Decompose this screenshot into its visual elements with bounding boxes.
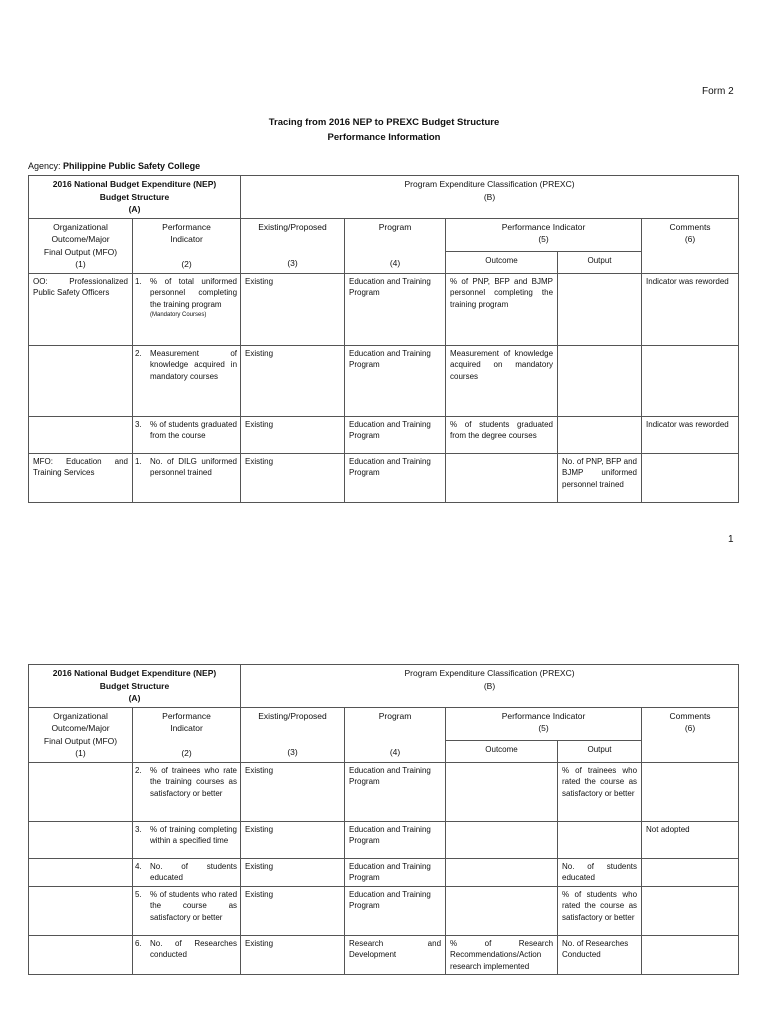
agency-line: [28, 161, 200, 171]
org-outcome-cell: [29, 762, 133, 821]
nep-title: 2016 National Budget Expenditure (NEP): [52, 668, 217, 678]
col-performance-indicator-header: [446, 707, 642, 741]
col-indicator-header: [133, 707, 241, 762]
status-cell: Existing: [241, 273, 345, 345]
table-row: [29, 762, 739, 821]
program-cell: Education and Training Program: [345, 858, 446, 886]
table-row: [29, 273, 739, 345]
agency-label: Agency:: [28, 161, 61, 171]
prexc-title: Program Expenditure Classification (PREXC): [404, 668, 575, 678]
page-number: 1: [728, 534, 734, 545]
org-outcome-cell: [29, 886, 133, 935]
indicator-number: 6.: [135, 938, 142, 948]
status-cell: Existing: [241, 762, 345, 821]
org-outcome-cell: MFO: Education and Training Services: [29, 453, 133, 502]
org-outcome-cell: [29, 416, 133, 453]
col-indicator-line-1: Performance: [162, 710, 211, 721]
indicator-cell: [133, 886, 241, 935]
comments-cell: Not adopted: [642, 821, 739, 858]
budget-table-page-2: [28, 664, 739, 975]
nep-subtitle: Budget Structure: [99, 191, 170, 202]
output-cell: [558, 273, 642, 345]
nep-title: 2016 National Budget Expenditure (NEP): [52, 179, 217, 189]
comments-cell: Indicator was reworded: [642, 273, 739, 345]
output-cell: % of trainees who rated the course as satisfactory or better: [558, 762, 642, 821]
indicator-number: 1.: [135, 276, 142, 286]
status-cell: Existing: [241, 858, 345, 886]
outcome-cell: % of students graduated from the degree courses: [446, 416, 558, 453]
nep-code: (A): [128, 693, 141, 703]
outcome-cell: [446, 762, 558, 821]
outcome-cell: % of Research Recommendations/Action research implemented: [446, 935, 558, 975]
indicator-text: No. of DILG uniformed personnel trained: [150, 456, 238, 478]
col-indicator-num: (2): [181, 258, 192, 269]
title-line-2: Performance Information: [327, 132, 441, 143]
col-comments-label: Comments: [669, 221, 711, 232]
indicator-number: 2.: [135, 765, 142, 775]
col-org-line-2: Outcome/Major: [51, 723, 110, 733]
outcome-cell: Measurement of knowledge acquired on mandatory courses: [446, 345, 558, 416]
col-comments-label: Comments: [669, 710, 711, 721]
program-cell: Education and Training Program: [345, 821, 446, 858]
comments-cell: [642, 886, 739, 935]
table-row: [29, 886, 739, 935]
col-performance-indicator-num: (5): [538, 723, 549, 733]
col-org-line-3: Final Output (MFO): [43, 246, 118, 257]
indicator-text: No. of Researches conducted: [150, 938, 238, 960]
status-cell: Existing: [241, 416, 345, 453]
indicator-number: 3.: [135, 824, 142, 834]
indicator-cell: [133, 762, 241, 821]
col-comments-num: (6): [684, 234, 696, 244]
col-performance-indicator-label: Performance Indicator: [501, 710, 586, 721]
col-indicator-header: [133, 218, 241, 273]
col-program-header: [345, 218, 446, 273]
col-performance-indicator-label: Performance Indicator: [501, 221, 586, 232]
status-cell: Existing: [241, 821, 345, 858]
prexc-code: (B): [483, 680, 496, 691]
table-row: [29, 821, 739, 858]
comments-cell: [642, 345, 739, 416]
col-status-label: Existing/Proposed: [258, 710, 327, 721]
nep-code: (A): [128, 204, 141, 214]
org-outcome-cell: OO: Professionalized Public Safety Officers: [29, 273, 133, 345]
col-status-header: [241, 218, 345, 273]
col-org-header: [29, 218, 133, 273]
outcome-cell: % of PNP, BFP and BJMP personnel completing the training program: [446, 273, 558, 345]
col-program-header: [345, 707, 446, 762]
nep-header: [29, 665, 241, 708]
col-performance-indicator-header: [446, 218, 642, 252]
col-org-line-1: Organizational: [53, 221, 108, 232]
col-program-label: Program: [378, 221, 412, 232]
col-outcome-header: Outcome: [446, 741, 558, 762]
program-cell: Education and Training Program: [345, 273, 446, 345]
table-1-body: [29, 273, 739, 502]
table-row: [29, 345, 739, 416]
col-status-header: [241, 707, 345, 762]
indicator-text: % of total uniformed personnel completing the training program: [150, 276, 238, 309]
col-comments-header: [642, 707, 739, 762]
indicator-text: No. of students educated: [150, 861, 238, 883]
comments-cell: [642, 935, 739, 975]
col-org-line-3: Final Output (MFO): [43, 735, 118, 746]
col-program-num: (4): [389, 747, 401, 757]
outcome-cell: [446, 858, 558, 886]
indicator-note: (Mandatory Courses): [150, 312, 207, 319]
indicator-number: 1.: [135, 456, 142, 466]
table-1-header: [29, 176, 739, 274]
col-output-header: Output: [558, 741, 642, 762]
table-row: [29, 416, 739, 453]
comments-cell: [642, 858, 739, 886]
col-output-header: Output: [558, 252, 642, 273]
program-cell: Research and Development: [345, 935, 446, 975]
output-cell: No. of PNP, BFP and BJMP uniformed personnel trained: [558, 453, 642, 502]
status-cell: Existing: [241, 453, 345, 502]
prexc-code: (B): [483, 191, 496, 202]
table-2-header: [29, 665, 739, 763]
prexc-header: [241, 665, 739, 708]
indicator-cell: [133, 858, 241, 886]
program-cell: Education and Training Program: [345, 762, 446, 821]
col-comments-num: (6): [684, 723, 696, 733]
col-status-num: (3): [287, 747, 298, 757]
indicator-text: Measurement of knowledge acquired in mandatory courses: [150, 348, 238, 381]
title-line-1: Tracing from 2016 NEP to PREXC Budget Structure: [268, 117, 500, 128]
budget-table-page-1: [28, 175, 739, 503]
org-outcome-cell: [29, 935, 133, 975]
nep-subtitle: Budget Structure: [99, 680, 170, 691]
indicator-number: 3.: [135, 419, 142, 429]
org-outcome-cell: [29, 821, 133, 858]
col-org-num: (1): [75, 748, 86, 758]
agency-name: Philippine Public Safety College: [63, 161, 201, 171]
col-program-num: (4): [389, 258, 401, 268]
output-cell: [558, 345, 642, 416]
outcome-cell: [446, 886, 558, 935]
document-title: [0, 115, 768, 145]
output-cell: % of students who rated the course as satisfactory or better: [558, 886, 642, 935]
output-cell: No. of students educated: [558, 858, 642, 886]
status-cell: Existing: [241, 935, 345, 975]
col-org-header: [29, 707, 133, 762]
outcome-cell: [446, 821, 558, 858]
col-indicator-num: (2): [181, 747, 192, 758]
program-cell: Education and Training Program: [345, 416, 446, 453]
nep-header: [29, 176, 241, 219]
col-org-line-1: Organizational: [53, 710, 108, 721]
program-cell: Education and Training Program: [345, 345, 446, 416]
indicator-text: % of students who rated the course as satisfactory or better: [150, 889, 238, 922]
indicator-cell: [133, 273, 241, 345]
table-2-body: [29, 762, 739, 975]
org-outcome-cell: [29, 858, 133, 886]
comments-cell: [642, 453, 739, 502]
indicator-cell: [133, 935, 241, 975]
col-org-line-2: Outcome/Major: [51, 234, 110, 244]
col-comments-header: [642, 218, 739, 273]
indicator-cell: [133, 453, 241, 502]
table-row: [29, 935, 739, 975]
indicator-text: % of students graduated from the course: [150, 419, 238, 441]
org-outcome-cell: [29, 345, 133, 416]
program-cell: Education and Training Program: [345, 453, 446, 502]
indicator-number: 4.: [135, 861, 142, 871]
table-row: [29, 858, 739, 886]
indicator-number: 5.: [135, 889, 142, 899]
col-program-label: Program: [378, 710, 412, 721]
comments-cell: [642, 762, 739, 821]
comments-cell: Indicator was reworded: [642, 416, 739, 453]
col-status-num: (3): [287, 258, 298, 268]
col-status-label: Existing/Proposed: [258, 221, 327, 232]
indicator-text: % of training completing within a specified time: [150, 824, 238, 846]
col-indicator-line-2: Indicator: [170, 723, 203, 733]
output-cell: [558, 416, 642, 453]
col-org-num: (1): [75, 259, 86, 269]
indicator-cell: [133, 821, 241, 858]
col-indicator-line-1: Performance: [162, 221, 211, 232]
output-cell: No. of Researches Conducted: [558, 935, 642, 975]
form-label: Form 2: [702, 86, 734, 97]
program-cell: Education and Training Program: [345, 886, 446, 935]
prexc-title: Program Expenditure Classification (PREXC): [404, 179, 575, 189]
col-indicator-line-2: Indicator: [170, 234, 203, 244]
col-outcome-header: Outcome: [446, 252, 558, 273]
indicator-number: 2.: [135, 348, 142, 358]
output-cell: [558, 821, 642, 858]
outcome-cell: [446, 453, 558, 502]
status-cell: Existing: [241, 345, 345, 416]
indicator-cell: [133, 416, 241, 453]
col-performance-indicator-num: (5): [538, 234, 549, 244]
table-row: [29, 453, 739, 502]
indicator-cell: [133, 345, 241, 416]
indicator-text: % of trainees who rate the training courses as satisfactory or better: [150, 765, 238, 798]
prexc-header: [241, 176, 739, 219]
status-cell: Existing: [241, 886, 345, 935]
